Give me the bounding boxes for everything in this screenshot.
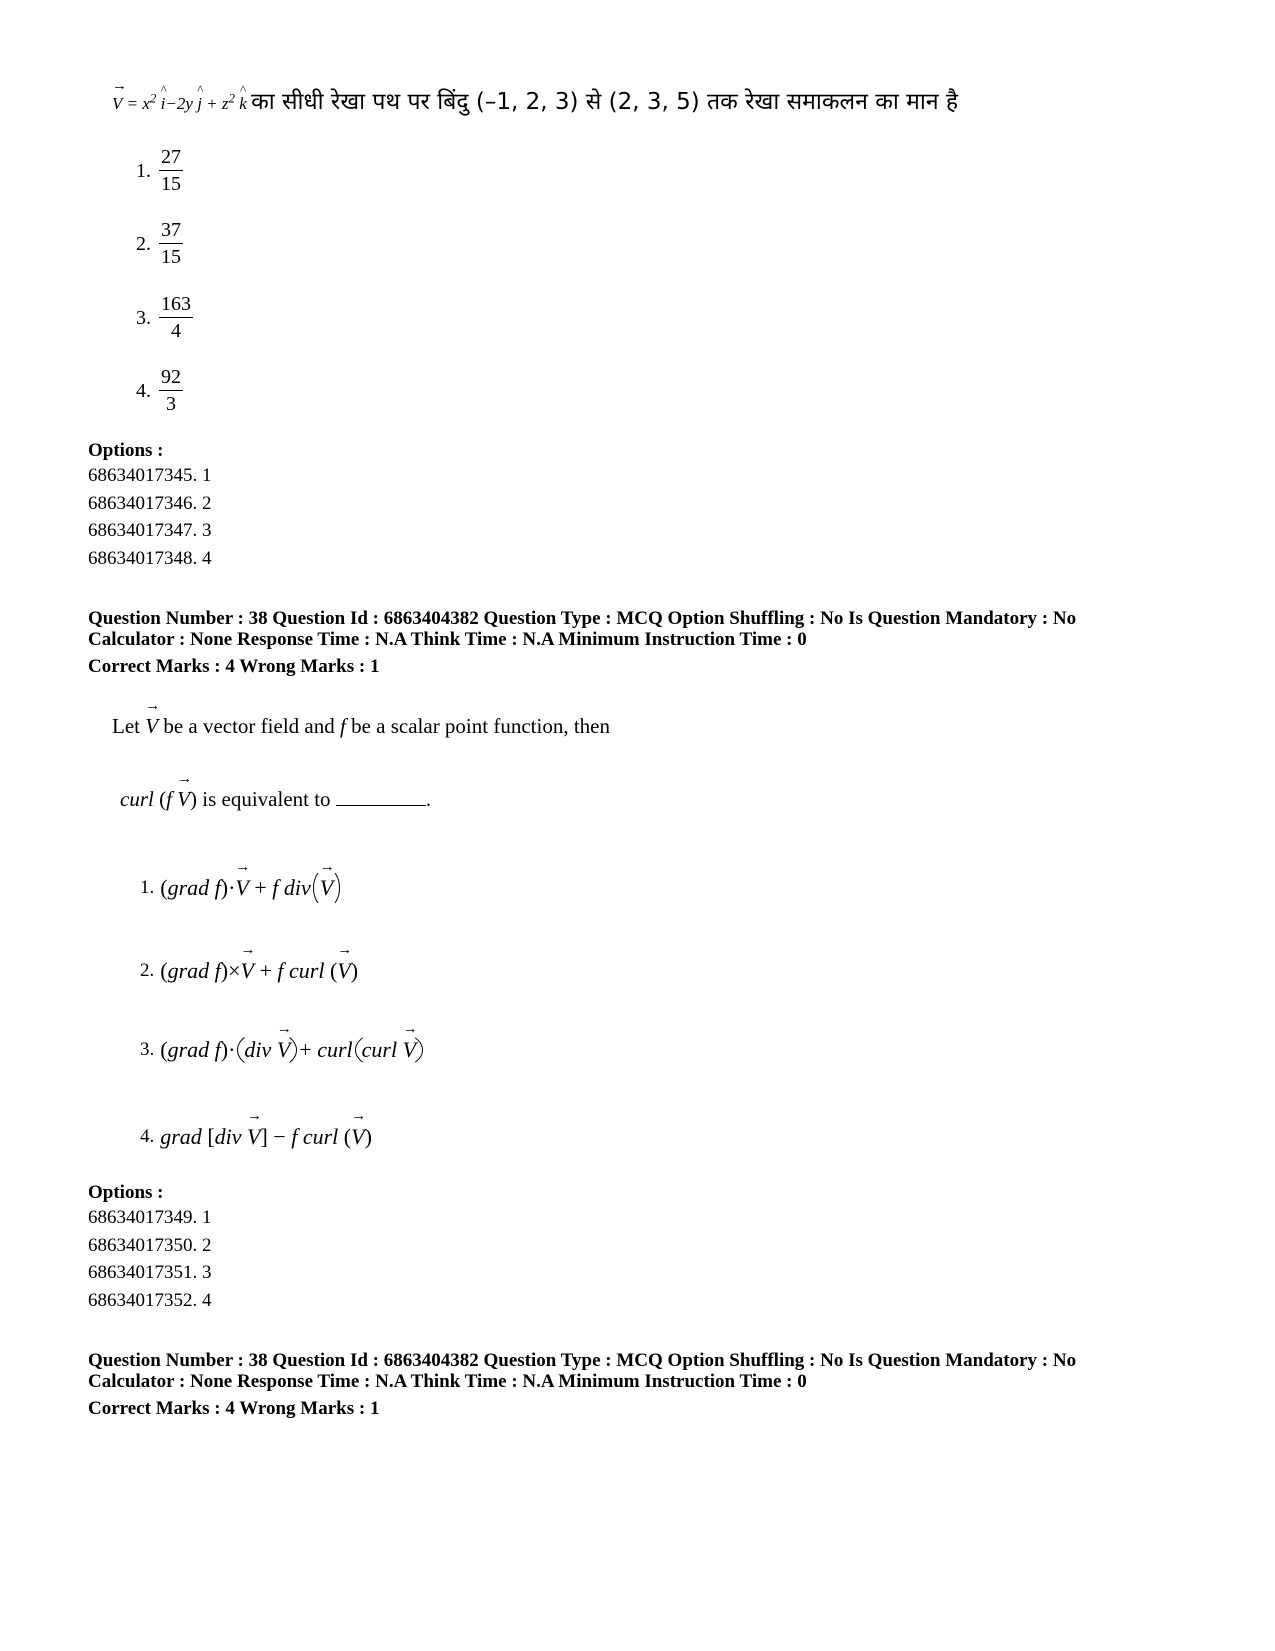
- options-heading: Options :: [88, 1182, 164, 1203]
- choice-label: 4.: [136, 379, 151, 402]
- denominator: 15: [161, 173, 181, 195]
- q37-choice-4: [136, 366, 183, 416]
- q38-choice-2: 2. (grad f)×V → + f curl (V → ): [140, 942, 359, 983]
- stem-text: is equivalent to: [202, 787, 331, 811]
- fraction: [159, 366, 183, 416]
- q37-hindi-text: का सीधी रेखा पथ पर बिंदु (–1, 2, 3) से (2, 3, 5) तक रेखा समाकलन का मान है: [251, 89, 959, 115]
- numerator: 37: [159, 219, 183, 244]
- q37-stem: [112, 78, 959, 116]
- q37-vector-expression: V → = $x^2$ i ^ −2y j ^ + $z^2$ k ^: [112, 78, 247, 113]
- marks-line: Correct Marks : 4 Wrong Marks : 1: [88, 1398, 380, 1419]
- marks-line: Correct Marks : 4 Wrong Marks : 1: [88, 656, 380, 677]
- denominator: 15: [161, 246, 181, 268]
- fraction: [159, 293, 193, 343]
- option-id-line: 68634017348. 4: [88, 547, 212, 569]
- q38-choice-1: 1. (grad f)·V → + f div V →: [140, 868, 342, 908]
- denominator: 3: [166, 393, 176, 415]
- q38-stem-line1: Let V → be a vector field and f be a scalar point function, then: [112, 698, 610, 738]
- choice-label: 1.: [136, 159, 151, 182]
- question-meta-line: Calculator : None Response Time : N.A Think Time : N.A Minimum Instruction Time : 0: [88, 629, 807, 650]
- option-id-line: 68634017347. 3: [88, 520, 212, 541]
- q37-choice-3: [136, 293, 193, 343]
- answer-blank: [336, 787, 426, 806]
- option-id-line: 68634017350. 2: [88, 1234, 212, 1256]
- vector-v: V →: [145, 698, 161, 738]
- choice-label: 2.: [136, 232, 151, 255]
- option-id-line: 68634017345. 1: [88, 465, 212, 486]
- question-meta-line: Calculator : None Response Time : N.A Think Time : N.A Minimum Instruction Time : 0: [88, 1371, 807, 1392]
- q38-choice-4: 4. grad [div V → ] − f curl (V → ): [140, 1108, 372, 1149]
- option-id-line: 68634017351. 3: [88, 1262, 212, 1283]
- stem-text: be a vector field and: [163, 714, 335, 738]
- q38-meta: [88, 608, 1076, 677]
- question-meta-line: Question Number : 38 Question Id : 6863404382 Question Type : MCQ Option Shuffling : No Is Question Mandatory : No: [88, 608, 1077, 629]
- numerator: 27: [159, 146, 183, 171]
- q38b-meta: [88, 1350, 1076, 1419]
- choice-label: 3.: [136, 306, 151, 329]
- denominator: 4: [171, 320, 181, 342]
- numerator: 163: [159, 293, 193, 318]
- q37-choice-2: [136, 219, 183, 269]
- question-meta-line: Question Number : 38 Question Id : 6863404382 Question Type : MCQ Option Shuffling : No Is Question Mandatory : No: [88, 1350, 1077, 1371]
- stem-text: be a scalar point function, then: [351, 714, 610, 738]
- q38-options-block: [88, 1182, 212, 1314]
- stem-text: Let: [112, 714, 140, 738]
- option-id-line: 68634017352. 4: [88, 1289, 212, 1311]
- numerator: 92: [159, 366, 183, 391]
- fraction: [159, 219, 183, 269]
- q37-choice-1: [136, 146, 183, 196]
- q38-choice-3: 3. (grad f)· div V → + curl curl V →: [140, 1030, 425, 1070]
- fraction: [159, 146, 183, 196]
- q38-stem-line2: curl (f V → ) is equivalent to .: [120, 771, 432, 811]
- option-id-line: 68634017346. 2: [88, 492, 212, 514]
- options-heading: Options :: [88, 440, 164, 461]
- q37-options-block: [88, 440, 212, 572]
- option-id-line: 68634017349. 1: [88, 1207, 212, 1228]
